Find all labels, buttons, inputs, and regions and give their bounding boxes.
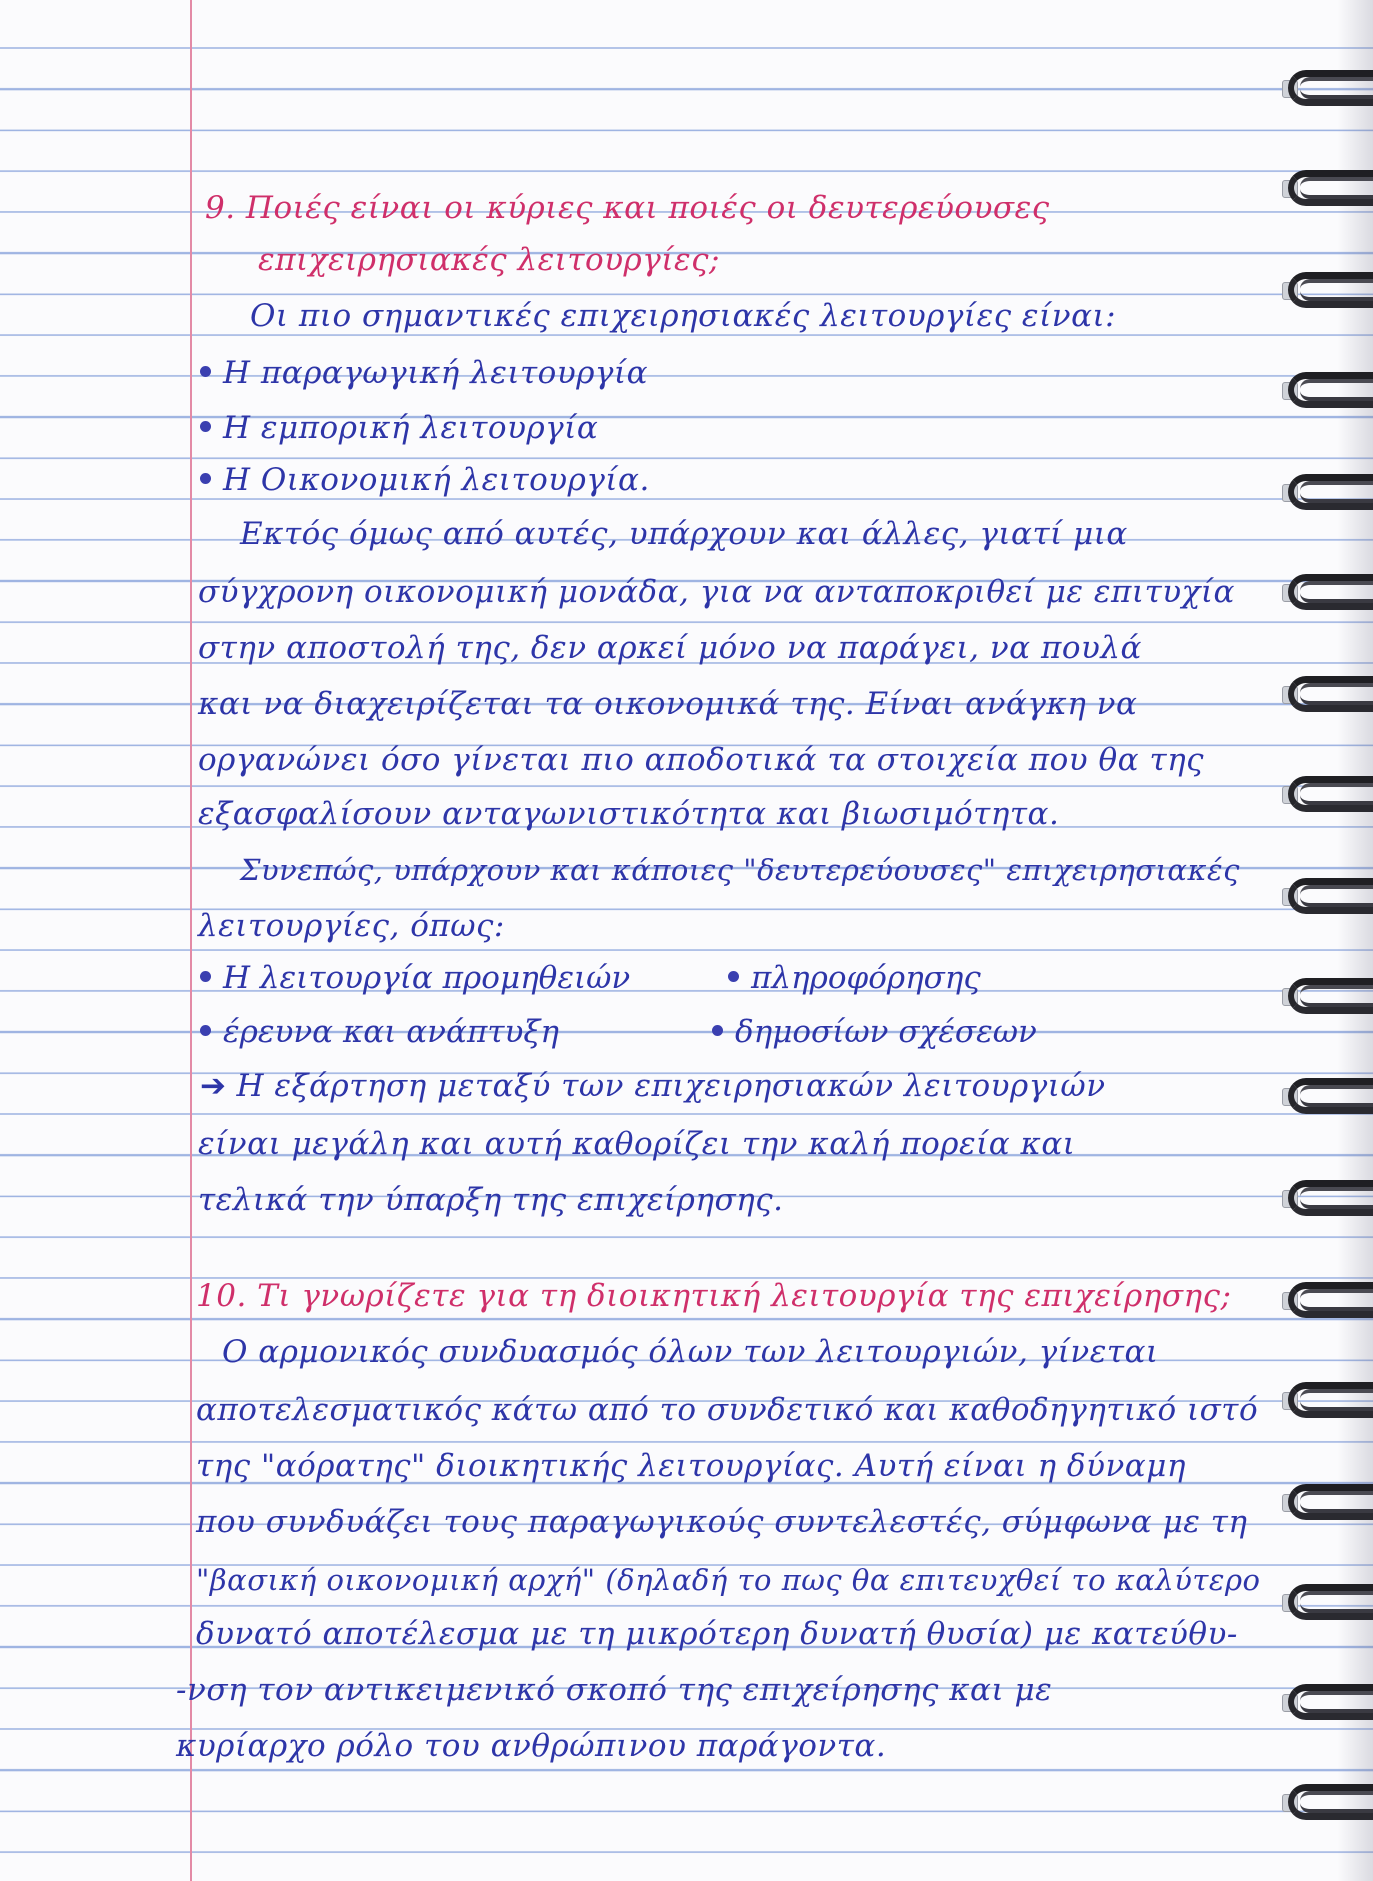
ring-wire-inner [1300, 481, 1373, 503]
spiral-ring [1278, 1680, 1373, 1724]
q9-conclusion-line: τελικά την ύπαρξη της επιχείρησης. [198, 1182, 784, 1218]
q9-paragraph1-line: και να διαχειρίζεται τα οικονομικά της. Είναι ανάγκη να [198, 686, 1138, 722]
spiral-ring [1278, 772, 1373, 816]
q9-paragraph1-line: σύγχρονη οικονομική μονάδα, για να ανταποκριθεί με επιτυχία [198, 574, 1235, 610]
ring-wire-inner [1300, 1389, 1373, 1411]
spiral-ring [1278, 1480, 1373, 1524]
spiral-ring [1278, 974, 1373, 1018]
bullet-icon [200, 1025, 211, 1036]
ring-wire-inner [1300, 783, 1373, 805]
ring-wire-inner [1300, 1691, 1373, 1713]
ring-wire-inner [1300, 1491, 1373, 1513]
ring-wire-inner [1300, 683, 1373, 705]
spiral-ring [1278, 66, 1373, 110]
q9-paragraph1-line: Εκτός όμως από αυτές, υπάρχουν και άλλες, γιατί μια [240, 516, 1128, 552]
spiral-ring [1278, 1780, 1373, 1824]
q10-paragraph-line: -νση τον αντικειμενικό σκοπό της επιχείρησης και με [176, 1672, 1053, 1708]
spiral-ring [1278, 470, 1373, 514]
q10-paragraph-line: "βασική οικονομική αρχή" (δηλαδή το πως θα επιτευχθεί το καλύτερο [196, 1563, 1261, 1597]
q9-paragraph1-line: οργανώνει όσο γίνεται πιο αποδοτικά τα στοιχεία που θα της [198, 742, 1205, 778]
main-function-item: Η παραγωγική λειτουργία [200, 353, 648, 393]
margin-line [190, 0, 192, 1881]
spiral-ring [1278, 368, 1373, 412]
bullet-icon [200, 366, 211, 377]
spiral-ring [1278, 1378, 1373, 1422]
q9-paragraph1-line: εξασφαλίσουν ανταγωνιστικότητα και βιωσιμότητα. [198, 796, 1060, 832]
ring-wire-inner [1300, 77, 1373, 99]
q9-intro: Οι πιο σημαντικές επιχειρησιακές λειτουργίες είναι: [250, 298, 1117, 334]
bullet-icon [200, 421, 211, 432]
q10-paragraph-line: αποτελεσματικός κάτω από το συνδετικό και καθοδηγητικό ιστό [196, 1392, 1259, 1428]
q10-paragraph-line: Ο αρμονικός συνδυασμός όλων των λειτουργιών, γίνεται [222, 1334, 1159, 1370]
q10-heading: 10. Τι γνωρίζετε για τη διοικητική λειτουργία της επιχείρησης; [196, 1278, 1232, 1314]
ring-wire-inner [1300, 1187, 1373, 1209]
spiral-ring [1278, 166, 1373, 210]
spiral-ring [1278, 672, 1373, 716]
ring-wire-inner [1300, 379, 1373, 401]
q9-paragraph1-line: στην αποστολή της, δεν αρκεί μόνο να παράγει, να πουλά [198, 630, 1142, 666]
bullet-icon [200, 971, 211, 982]
ring-wire-inner [1300, 885, 1373, 907]
q9-heading-line-1: 9. Ποιές είναι οι κύριες και ποιές οι δευτερεύουσες [205, 190, 1050, 226]
ring-wire-inner [1300, 1591, 1373, 1613]
spiral-ring [1278, 1074, 1373, 1118]
q10-paragraph-line: κυρίαρχο ρόλο του ανθρώπινου παράγοντα. [176, 1728, 887, 1764]
ring-wire-inner [1300, 1791, 1373, 1813]
q10-paragraph-line: της "αόρατης" διοικητικής λειτουργίας. Αυτή είναι η δύναμη [196, 1448, 1186, 1484]
arrow-right-icon: ➔ [200, 1068, 227, 1104]
secondary-function-item: έρευνα και ανάπτυξη [200, 1012, 559, 1052]
q10-paragraph-line: δυνατό αποτέλεσμα με τη μικρότερη δυνατή θυσία) με κατεύθυ- [196, 1616, 1238, 1652]
spiral-ring [1278, 874, 1373, 918]
q9-paragraph2-line: Συνεπώς, υπάρχουν και κάποιες "δευτερεύουσες" επιχειρησιακές [240, 853, 1240, 887]
q9-conclusion-line: είναι μεγάλη και αυτή καθορίζει την καλή πορεία και [198, 1126, 1076, 1162]
secondary-function-item: δημοσίων σχέσεων [712, 1012, 1037, 1052]
secondary-function-item: Η λειτουργία προμηθειών [200, 958, 630, 998]
ring-wire-inner [1300, 985, 1373, 1007]
secondary-function-item: πληροφόρησης [728, 958, 981, 998]
q9-conclusion-line: ➔ Η εξάρτηση μεταξύ των επιχειρησιακών λειτουργιών [200, 1068, 1106, 1104]
bullet-icon [200, 473, 211, 484]
q9-heading-line-2: επιχειρησιακές λειτουργίες; [258, 242, 720, 278]
main-function-item: Η εμπορική λειτουργία [200, 408, 598, 448]
spiral-ring [1278, 1278, 1373, 1322]
spiral-ring [1278, 268, 1373, 312]
bullet-icon [712, 1025, 723, 1036]
ring-wire-inner [1300, 279, 1373, 301]
ring-wire-inner [1300, 177, 1373, 199]
spiral-ring [1278, 570, 1373, 614]
q10-paragraph-line: που συνδυάζει τους παραγωγικούς συντελεστές, σύμφωνα με τη [196, 1504, 1248, 1540]
ring-wire-inner [1300, 581, 1373, 603]
ring-wire-inner [1300, 1289, 1373, 1311]
q9-paragraph2-line: λειτουργίες, όπως: [198, 908, 505, 944]
spiral-ring [1278, 1580, 1373, 1624]
spiral-ring [1278, 1176, 1373, 1220]
bullet-icon [728, 971, 739, 982]
ring-wire-inner [1300, 1085, 1373, 1107]
main-function-item: Η Οικονομική λειτουργία. [200, 460, 650, 500]
